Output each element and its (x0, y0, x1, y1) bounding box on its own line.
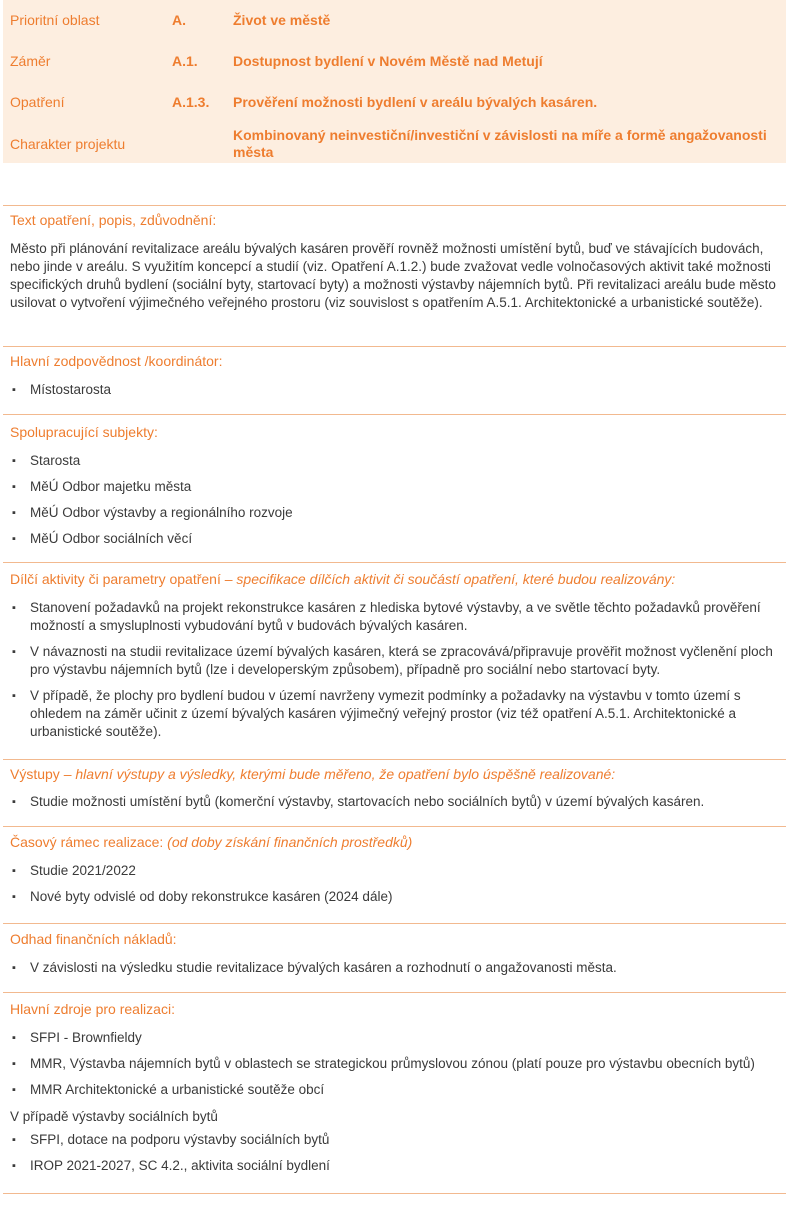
list-item: ▪ SFPI - Brownfieldy (12, 1030, 142, 1045)
bullet-icon: ▪ (12, 507, 16, 519)
header-label: Prioritní oblast (10, 12, 100, 28)
section-title: Text opatření, popis, zdůvodnění: (10, 212, 217, 228)
list-item: ▪ V závislosti na výsledku studie revitalizace bývalých kasáren a rozhodnutí o angažovanosti města. (12, 960, 617, 975)
list-item: ▪ MMR, Výstavba nájemních bytů v oblastech se strategickou průmyslovou zónou (platí pouze pro výstavbu obecních bytů) (12, 1056, 755, 1071)
bullet-icon: ▪ (12, 481, 16, 493)
section-outputs (3, 759, 786, 826)
list-item: ▪ V návaznosti na studii revitalizace území bývalých kasáren, která se zpracovává/připravuje prověřit možnost vyčlenění ploch pro výstavbu nájemních bytů (lze i developerským způsobem), případně pro sociální nebo startovací byty. (12, 644, 773, 677)
section-title: Časový rámec realizace: (od doby získání finančních prostředků) (10, 834, 413, 850)
header-label: Záměr (10, 53, 51, 69)
section-costs (3, 923, 786, 992)
description-paragraph: Město při plánování revitalizace areálu bývalých kasáren prověří rovněž možnosti umístění bytů, buď ve stávajících budovách, nebo jinde v areálu. S využitím koncepcí a studií (viz. Opatření A.1.2.) bude zvažovat vedle volnočasových aktivit také možnosti specifických druhů bydlení (sociální byty, startovací byty) a možnosti výstavby nájemních bytů. Při revitalizaci areálu bude město usilovat o vytvoření výjimečného veřejného prostoru (viz souvislost s opatřením A.5.1. Architektonické a urbanistické soutěže). (10, 241, 776, 310)
header-value: Kombinovaný neinvestiční/investiční v závislosti na míře a formě angažovanosti města (233, 127, 767, 160)
section-title: Odhad finančních nákladů: (10, 931, 177, 947)
list-item: ▪ SFPI, dotace na podporu výstavby sociálních bytů (12, 1132, 330, 1147)
section-responsibility (3, 346, 786, 414)
section-title: Spolupracující subjekty: (10, 424, 158, 440)
section-title: Dílčí aktivity či parametry opatření – specifikace dílčích aktivit či součástí opatření, které budou realizovány: (10, 571, 676, 587)
header-code: A. (172, 12, 186, 28)
bullet-icon: ▪ (12, 891, 16, 903)
section-cooperating (3, 414, 786, 562)
list-item: ▪ MěÚ Odbor výstavby a regionálního rozvoje (12, 505, 293, 520)
list-item: ▪ Studie možnosti umístění bytů (komerční výstavby, startovacích nebo sociálních bytů) v území bývalých kasáren. (12, 794, 705, 809)
section-title: Hlavní zdroje pro realizaci: (10, 1001, 175, 1017)
section-timeframe (3, 826, 786, 923)
header-code: A.1. (172, 53, 198, 69)
list-item: ▪ MěÚ Odbor sociálních věcí (12, 531, 193, 546)
bullet-icon: ▪ (12, 1032, 16, 1044)
section-title: Hlavní zodpovědnost /koordinátor: (10, 353, 223, 369)
section-activities (3, 562, 786, 759)
header-value: Život ve městě (233, 12, 331, 28)
bullet-icon: ▪ (12, 796, 16, 808)
section-description (3, 205, 786, 346)
header-label: Opatření (10, 94, 65, 110)
header-label: Charakter projektu (10, 136, 126, 152)
header-value: Prověření možnosti bydlení v areálu bývalých kasáren. (233, 94, 598, 110)
list-item: ▪ MMR Architektonické a urbanistické soutěže obcí (12, 1082, 325, 1097)
bullet-icon: ▪ (12, 646, 16, 658)
bullet-icon: ▪ (12, 962, 16, 974)
section-sources (3, 992, 786, 1194)
bullet-icon: ▪ (12, 1134, 16, 1146)
bullet-icon: ▪ (12, 455, 16, 467)
header-code: A.1.3. (172, 94, 210, 110)
list-item: ▪ Studie 2021/2022 (12, 863, 136, 878)
bullet-icon: ▪ (12, 384, 16, 396)
section-title: Výstupy – hlavní výstupy a výsledky, kterými bude měřeno, že opatření bylo úspěšně realizované: (10, 766, 616, 782)
bullet-icon: ▪ (12, 1058, 16, 1070)
list-item: ▪ Starosta (12, 453, 81, 468)
bullet-icon: ▪ (12, 602, 16, 614)
bullet-icon: ▪ (12, 1084, 16, 1096)
list-item: ▪ Stanovení požadavků na projekt rekonstrukce kasáren z hlediska bytové výstavby, a ve světle těchto požadavků prověření možností a smysluplnosti vybudování bytů v budovách bývalých kasáren. (12, 600, 761, 633)
list-item: ▪ MěÚ Odbor majetku města (12, 479, 192, 494)
bullet-icon: ▪ (12, 690, 16, 702)
list-item: ▪ Místostarosta (12, 382, 112, 397)
list-item: ▪ IROP 2021-2027, SC 4.2., aktivita sociální bydlení (12, 1158, 330, 1173)
project-header-table (3, 0, 786, 163)
list-item: ▪ Nové byty odvislé od doby rekonstrukce kasáren (2024 dále) (12, 889, 393, 904)
sources-subheading: V případě výstavby sociálních bytů (10, 1109, 218, 1124)
bullet-icon: ▪ (12, 865, 16, 877)
list-item: ▪ V případě, že plochy pro bydlení budou v území navrženy vymezit podmínky a požadavky na výstavbu v tomto území s ohledem na záměr učinit z území bývalých kasáren výjimečný veřejný prostor (viz též opatření A.5.1. Architektonické a urbanistické soutěže). (12, 688, 741, 739)
bullet-icon: ▪ (12, 1160, 16, 1172)
bullet-icon: ▪ (12, 533, 16, 545)
header-value: Dostupnost bydlení v Novém Městě nad Metují (233, 53, 543, 69)
